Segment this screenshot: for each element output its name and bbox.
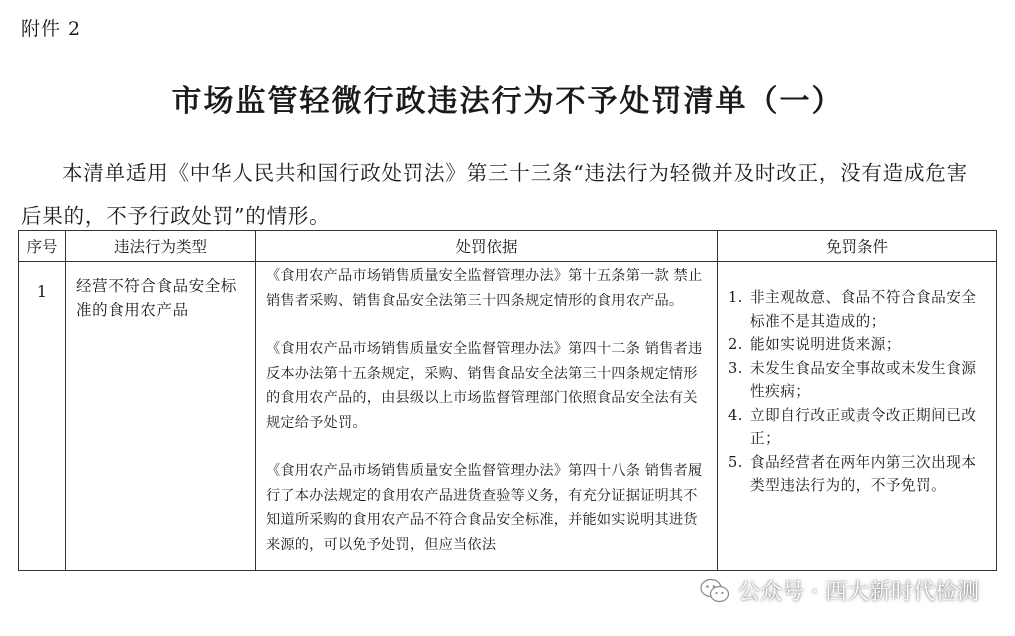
- penalty-exemption-table: [18, 230, 997, 571]
- header-penalty-basis: 处罚依据: [256, 231, 718, 262]
- condition-text: 立即自行改正或责令改正期间已改正；: [750, 406, 977, 447]
- header-no: 序号: [19, 231, 66, 262]
- exemption-condition-cell: [718, 262, 997, 571]
- violation-type-cell: 经营不符合食品安全标准的食用农产品: [66, 262, 256, 571]
- intro-paragraph: 本清单适用《中华人民共和国行政处罚法》第三十三条“违法行为轻微并及时改正，没有造成危害后果的，不予行政处罚”的情形。: [21, 161, 968, 228]
- table-row: [19, 262, 997, 571]
- attachment-label: 附件 2: [21, 18, 82, 40]
- table-header-row: [19, 231, 997, 262]
- basis-paragraph: 《食用农产品市场销售质量安全监督管理办法》第十五条第一款 禁止销售者采购、销售食品安全法第三十四条规定情形的食用农产品。: [266, 268, 703, 309]
- condition-text: 非主观故意、食品不符合食品安全标准不是其造成的；: [750, 289, 977, 330]
- basis-paragraph: 《食用农产品市场销售质量安全监督管理办法》第四十八条 销售者履行了本办法规定的食用农产品进货查验等义务，有充分证据证明其不知道所采购的食用农产品不符合食品安全标准，并能如实说明其进货来源的，可以免予处罚，但应当依法: [266, 463, 703, 553]
- penalty-basis-cell: [256, 262, 718, 571]
- condition-number: 3.: [728, 359, 743, 377]
- condition-item: [728, 404, 990, 451]
- condition-number: 4.: [728, 406, 743, 424]
- condition-number: 5.: [728, 453, 743, 471]
- condition-item: [728, 333, 990, 357]
- wechat-icon: [700, 578, 730, 604]
- wechat-watermark: [700, 575, 979, 606]
- condition-number: 1.: [728, 289, 743, 306]
- condition-item: [728, 451, 990, 498]
- condition-item: [728, 357, 990, 404]
- row-number: 1: [19, 262, 66, 571]
- condition-number: 2.: [728, 336, 743, 353]
- condition-text: 食品经营者在两年内第三次出现本类型违法行为的，不予免罚。: [750, 453, 977, 494]
- condition-text: 能如实说明进货来源；: [750, 336, 901, 353]
- watermark-text: 公众号 · 西大新时代检测: [738, 580, 979, 605]
- page-title: 市场监管轻微行政违法行为不予处罚清单（一）: [171, 84, 844, 119]
- basis-paragraph: 《食用农产品市场销售质量安全监督管理办法》第四十二条 销售者违反本办法第十五条规定，采购、销售食品安全法第三十四条规定情形的食用农产品的，由县级以上市场监督管理部门依照食品安全法有关规定给予处罚。: [266, 341, 703, 431]
- condition-text: 未发生食品安全事故或未发生食源性疾病；: [750, 359, 977, 400]
- condition-item: [728, 286, 990, 333]
- header-violation-type: 违法行为类型: [66, 231, 256, 262]
- header-exemption-condition: 免罚条件: [718, 231, 997, 262]
